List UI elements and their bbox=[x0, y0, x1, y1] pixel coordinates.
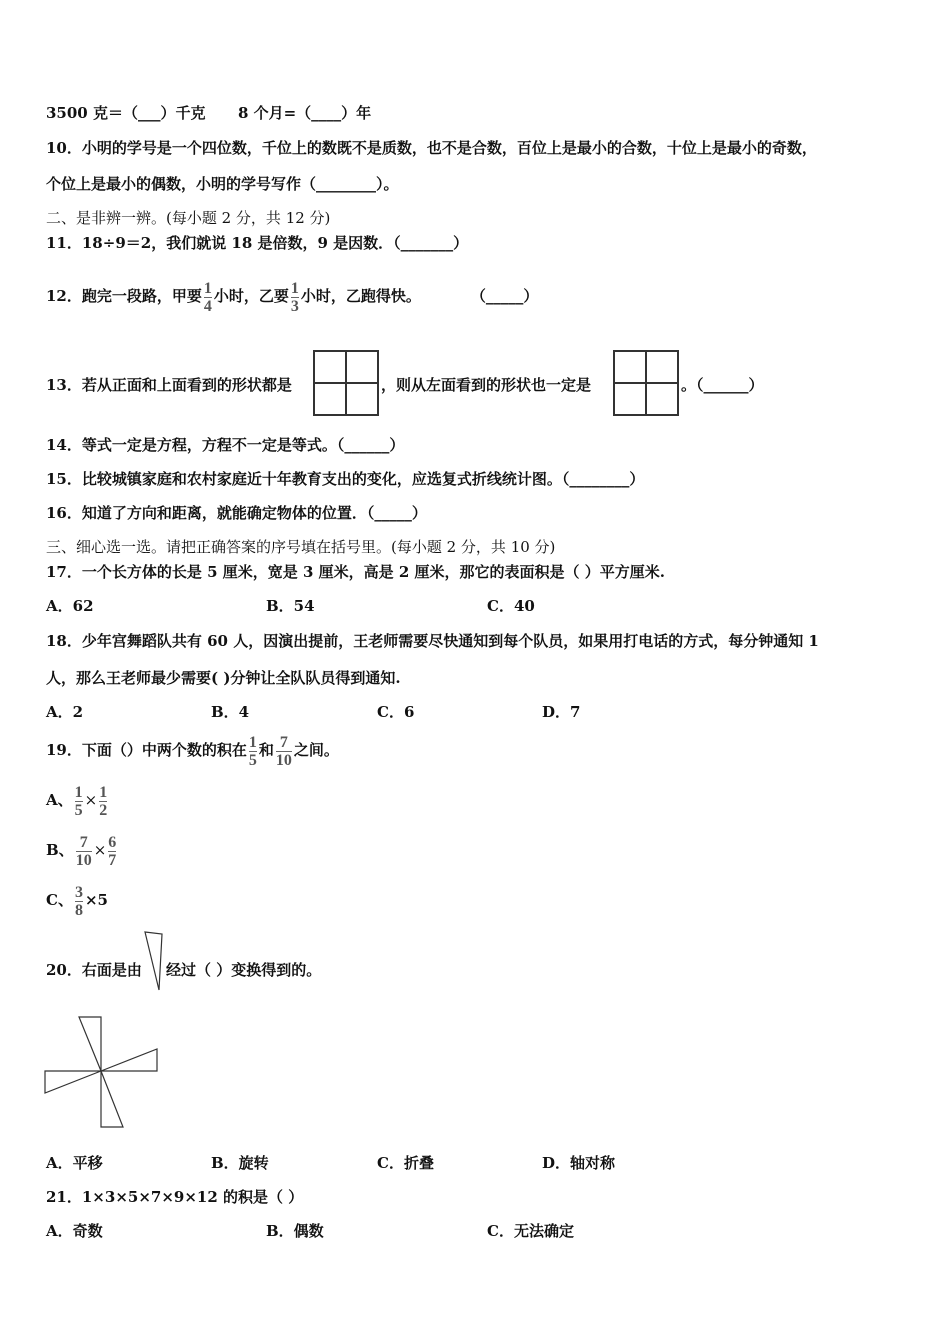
q17-text: 17．一个长方体的长是 5 厘米，宽是 3 厘米，高是 2 厘米，那它的表面积是（ ）平方厘米. bbox=[46, 563, 665, 581]
q10-line1: 10．小明的学号是一个四位数，千位上的数既不是质数，也不是合数，百位上是最小的合数，十位上是最小的奇数， bbox=[46, 139, 817, 157]
q19-option-c-fraction-1 bbox=[75, 884, 83, 919]
section2-title: 二、是非辨一辨。(每小题 2 分，共 12 分) bbox=[46, 209, 331, 227]
q9-tail bbox=[46, 103, 371, 123]
q20-suffix: 经过（ ）变换得到的。 bbox=[166, 961, 322, 979]
fraction-denominator: 7 bbox=[108, 851, 117, 869]
q13-middle: ，则从左面看到的形状也一定是 bbox=[381, 376, 592, 394]
q15-text: 15．比较城镇家庭和农村家庭近十年教育支出的变化，应选复式折线统计图。（________） bbox=[46, 470, 645, 488]
q9-part-b: 8 个月=（____）年 bbox=[237, 104, 372, 122]
q14-text: 14．等式一定是方程，方程不一定是等式。（______） bbox=[46, 436, 405, 454]
q11-text: 11．18÷9＝2，我们就说 18 是倍数，9 是因数．（_______） bbox=[46, 234, 469, 252]
q19-option-a-fraction-1 bbox=[75, 784, 83, 819]
q21-option-c[interactable]: C．无法确定 bbox=[487, 1222, 574, 1240]
fraction-denominator: 5 bbox=[248, 751, 257, 769]
fraction-denominator: 2 bbox=[99, 801, 108, 819]
grid-2x2-shape-icon bbox=[613, 350, 680, 417]
q18-line1: 18．少年宫舞蹈队共有 60 人，因演出提前，王老师需要尽快通知到每个队员，如果用打电话的方式，每分钟通知 1 bbox=[46, 632, 819, 650]
q19-prefix: 19．下面（）中两个数的积在 bbox=[46, 741, 247, 759]
q19-option-a[interactable] bbox=[46, 780, 109, 820]
q17-option-a[interactable]: A．62 bbox=[46, 597, 94, 615]
q18-option-c[interactable]: C．6 bbox=[377, 703, 415, 721]
q19-option-c[interactable] bbox=[46, 880, 108, 920]
q18-option-b[interactable]: B．4 bbox=[211, 703, 250, 721]
q20-option-b[interactable]: B．旋转 bbox=[211, 1154, 269, 1172]
q13-prefix: 13．若从正面和上面看到的形状都是 bbox=[46, 376, 292, 394]
q18-option-a[interactable]: A．2 bbox=[46, 703, 84, 721]
q18-option-d[interactable]: D．7 bbox=[542, 703, 581, 721]
q17-option-b[interactable]: B．54 bbox=[266, 597, 315, 615]
fraction-denominator: 8 bbox=[74, 901, 83, 919]
times-operator: × bbox=[93, 841, 107, 859]
q19-fraction-b bbox=[276, 734, 292, 769]
q19 bbox=[46, 730, 339, 770]
times-five-operator: ×5 bbox=[84, 891, 108, 909]
fraction-numerator: 7 bbox=[279, 733, 288, 751]
fraction-numerator: 1 bbox=[248, 733, 257, 751]
fraction-numerator: 3 bbox=[74, 883, 83, 901]
q19-option-a-fraction-2 bbox=[99, 784, 107, 819]
q12-middle: 小时，乙要 bbox=[213, 287, 289, 305]
option-label: A、 bbox=[46, 791, 73, 809]
q16-text: 16．知道了方向和距离，就能确定物体的位置．（_____） bbox=[46, 504, 427, 522]
q20-option-c[interactable]: C．折叠 bbox=[377, 1154, 434, 1172]
q12-prefix: 12．跑完一段路，甲要 bbox=[46, 287, 202, 305]
q9-part-a: 3500 克＝（___）千克 bbox=[46, 104, 206, 122]
fraction-denominator: 5 bbox=[74, 801, 83, 819]
q12-fraction-b bbox=[291, 280, 299, 315]
q19-option-b-fraction-2 bbox=[108, 834, 116, 869]
option-label: B、 bbox=[46, 841, 74, 859]
q20-option-a[interactable]: A．平移 bbox=[46, 1154, 103, 1172]
q21-option-b[interactable]: B．偶数 bbox=[266, 1222, 324, 1240]
q18-line2: 人，那么王老师最少需要( )分钟让全队队员得到通知. bbox=[46, 669, 401, 687]
q12-fraction-a bbox=[204, 280, 212, 315]
q13-suffix: 。（______） bbox=[681, 376, 764, 394]
q20-option-d[interactable]: D．轴对称 bbox=[542, 1154, 616, 1172]
fraction-denominator: 10 bbox=[275, 751, 292, 769]
fraction-denominator: 10 bbox=[75, 851, 92, 869]
fraction-numerator: 7 bbox=[79, 833, 88, 851]
fraction-numerator: 1 bbox=[290, 279, 299, 297]
q10-line2: 个位上是最小的偶数，小明的学号写作（________）。 bbox=[46, 175, 399, 193]
grid-2x2-shape-icon bbox=[313, 350, 380, 417]
pinwheel-figure-icon bbox=[44, 1014, 160, 1130]
fraction-numerator: 6 bbox=[108, 833, 117, 851]
q19-fraction-a bbox=[249, 734, 257, 769]
fraction-numerator: 1 bbox=[99, 783, 108, 801]
thin-triangle-shape-icon bbox=[143, 930, 165, 992]
q19-middle: 和 bbox=[258, 741, 274, 759]
q12 bbox=[46, 276, 538, 316]
fraction-denominator: 4 bbox=[203, 297, 212, 315]
q17-option-c[interactable]: C．40 bbox=[487, 597, 535, 615]
option-label: C、 bbox=[46, 891, 73, 909]
q12-answer-blank: （_____） bbox=[470, 287, 539, 305]
q21-option-a[interactable]: A．奇数 bbox=[46, 1222, 103, 1240]
fraction-numerator: 1 bbox=[203, 279, 212, 297]
q12-suffix: 小时，乙跑得快。 bbox=[300, 287, 421, 305]
q19-option-b[interactable] bbox=[46, 830, 118, 870]
q19-option-b-fraction-1 bbox=[76, 834, 92, 869]
fraction-denominator: 3 bbox=[290, 297, 299, 315]
fraction-numerator: 1 bbox=[74, 783, 83, 801]
q21-text: 21．1×3×5×7×9×12 的积是（ ） bbox=[46, 1188, 304, 1206]
q20-prefix: 20．右面是由 bbox=[46, 961, 142, 979]
q19-suffix: 之间。 bbox=[293, 741, 339, 759]
section3-title: 三、细心选一选。请把正确答案的序号填在括号里。(每小题 2 分，共 10 分) bbox=[46, 538, 556, 556]
times-operator: × bbox=[84, 791, 98, 809]
